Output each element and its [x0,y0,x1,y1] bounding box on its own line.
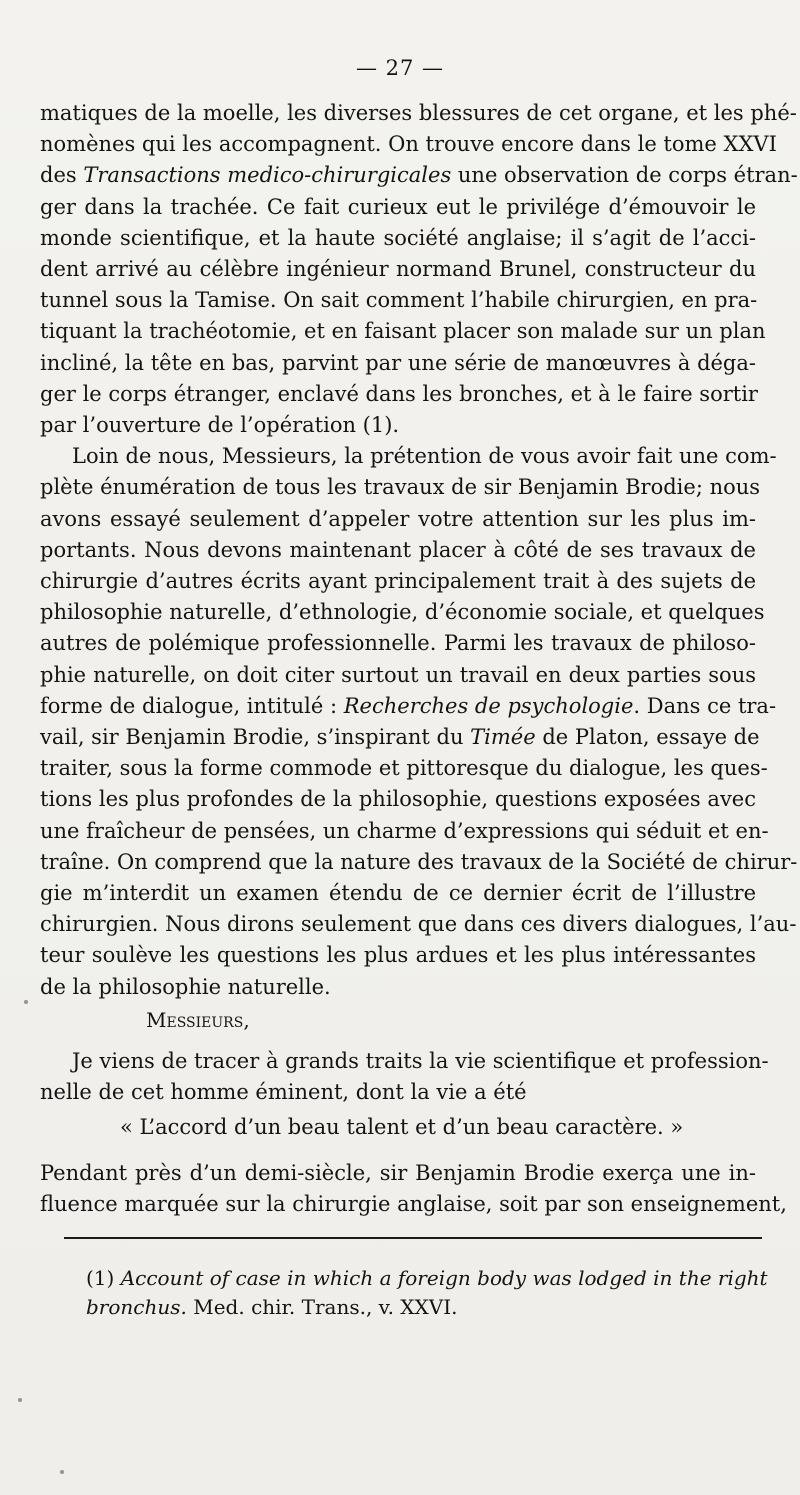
text-segment: des [40,163,84,188]
text-line: incliné, la tête en bas, parvint par une série de manœuvres à déga- [40,350,756,375]
paper-speck [24,1000,28,1004]
footnote-line-1 [86,1264,768,1293]
text-line: autres de polémique professionnelle. Parmi les travaux de philoso- [40,631,756,656]
salutation: Messieurs, [146,1008,250,1032]
text-segment: une observation de corps étran- [451,163,798,188]
footnote-title-end: bronchus. [86,1295,187,1319]
footnote [86,1264,768,1322]
text-line: tiquant la trachéotomie, et en faisant placer son malade sur un plan [40,319,766,344]
text-segment: vail, sir Benjamin Brodie, s’inspirant du [40,725,471,750]
page-number: — 27 — [355,56,445,80]
paragraph-4 [40,1158,787,1220]
text-line: Pendant près d’un demi-siècle, sir Benjamin Brodie exerça une in- [40,1161,756,1185]
paper-speck [60,1470,64,1474]
text-line [40,691,777,722]
text-line: une fraîcheur de pensées, un charme d’expressions qui séduit et en- [40,818,769,843]
italic-title: Timée [470,725,536,750]
text-segment: . Dans ce tra- [633,693,777,718]
text-line: traiter, sous la forme commode et pittoresque du dialogue, les ques- [40,756,768,781]
text-line: nomènes qui les accompagnent. On trouve encore dans le tome XXVI [40,132,777,157]
paragraph-3-container [40,1046,769,1108]
text-line: nelle de cet homme éminent, dont la vie a été [40,1080,527,1105]
text-line: traîne. On comprend que la nature des travaux de la Société de chirur- [40,849,798,874]
text-line: chirurgie d’autres écrits ayant principalement trait à des sujets de [40,569,756,594]
text-line: ger le corps étranger, enclavé dans les bronches, et à le faire sortir [40,381,758,406]
paper-speck [18,1398,22,1402]
text-line: chirurgien. Nous dirons seulement que dans ces divers dialogues, l’au- [40,912,797,937]
footnote-rule [64,1237,762,1239]
paragraph-2 [40,441,798,1003]
text-segment: de Platon, essaye de [535,725,760,750]
text-line: monde scientifique, et la haute société anglaise; il s’agit de l’acci- [40,225,756,250]
paragraph-4-container [40,1158,787,1220]
text-line: par l’ouverture de l’opération (1). [40,413,400,438]
text-line: avons essayé seulement d’appeler votre attention sur les plus im- [40,506,756,531]
quotation: « L’accord d’un beau talent et d’un beau caractère. » [120,1115,684,1139]
text-line: ger dans la trachée. Ce fait curieux eut le privilége d’émouvoir le [40,194,756,219]
text-line: tions les plus profondes de la philosophie, questions exposées avec [40,787,756,812]
paragraph-1 [40,98,798,441]
paragraph-3 [40,1046,769,1108]
text-line: de la philosophie naturelle. [40,974,331,999]
text-line: gie m’interdit un examen étendu de ce dernier écrit de l’illustre [40,881,756,906]
footnote-line-2 [86,1293,762,1322]
italic-title: Recherches de psychologie [343,693,634,718]
text-line: fluence marquée sur la chirurgie anglaise, soit par son enseignement, [40,1192,787,1217]
text-line [40,722,760,753]
text-line: dent arrivé au célèbre ingénieur normand Brunel, constructeur du [40,257,756,282]
text-line: Loin de nous, Messieurs, la prétention de vous avoir fait une com- [72,444,777,469]
text-line: phie naturelle, on doit citer surtout un travail en deux parties sous [40,662,756,687]
text-line: teur soulève les questions les plus ardues et les plus intéressantes [40,943,756,968]
text-line: tunnel sous la Tamise. On sait comment l’habile chirurgien, en pra- [40,288,758,313]
text-line: philosophie naturelle, d’ethnologie, d’économie sociale, et quelques [40,600,765,625]
italic-title: Transactions medico-chirurgicales [83,163,452,188]
footnote-reference: Med. chir. Trans., v. XXVI. [186,1295,458,1319]
footnote-title: Account of case in which a foreign body was lodged in the right [120,1266,768,1290]
footnote-marker: (1) [86,1266,121,1290]
text-segment: forme de dialogue, intitulé : [40,693,344,718]
text-line: matiques de la moelle, les diverses blessures de cet organe, et les phé- [40,101,797,125]
text-line: Je viens de tracer à grands traits la vie scientifique et profession- [72,1049,769,1073]
text-line [40,160,798,191]
text-line: portants. Nous devons maintenant placer à côté de ses travaux de [40,537,756,562]
text-line: plète énumération de tous les travaux de sir Benjamin Brodie; nous [40,475,761,500]
main-text [40,98,798,1003]
